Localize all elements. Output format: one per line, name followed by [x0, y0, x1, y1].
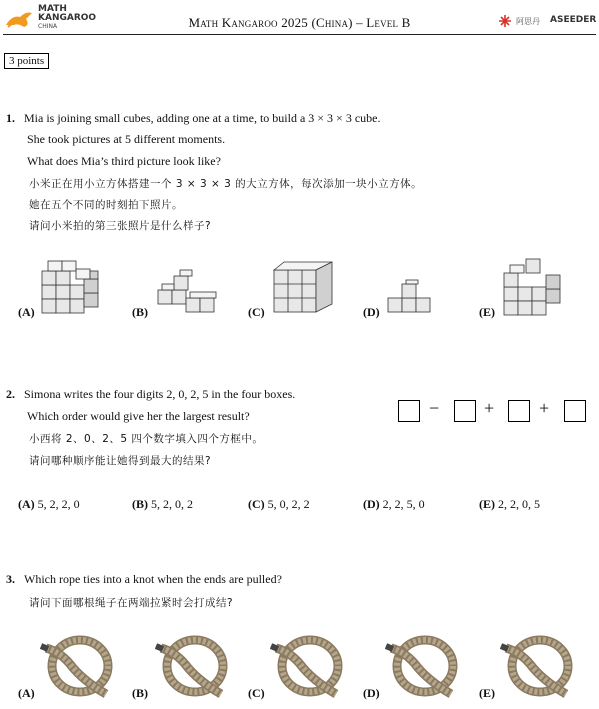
q1-option-a[interactable]: (A): [18, 305, 35, 319]
q1-line2: She took pictures at 5 different moments.: [27, 132, 226, 146]
q2-option-e[interactable]: (E) 2, 2, 0, 5: [479, 497, 540, 511]
q1-cn3: 请问小米拍的第三张照片是什么样子?: [29, 220, 212, 232]
q2-option-c[interactable]: (C) 5, 0, 2, 2: [248, 497, 310, 511]
header-rule: [3, 34, 596, 35]
q3-option-d[interactable]: (D): [363, 686, 380, 700]
partner-name: ASEEDER: [550, 15, 597, 25]
q2-option-b[interactable]: (B) 5, 2, 0, 2: [132, 497, 193, 511]
logo-line2: KANGAROO: [38, 13, 97, 23]
q1-figure-a: [38, 255, 108, 319]
q3-rope-d: [385, 630, 469, 702]
aseeder-logo: [498, 14, 598, 30]
q1-option-c[interactable]: (C): [248, 305, 265, 319]
q3-option-c[interactable]: (C): [248, 686, 265, 700]
digit-box-3: [508, 400, 530, 422]
partner-cn: 阿思丹: [516, 17, 540, 26]
q2-cn2: 请问哪种顺序能让她得到最大的结果?: [29, 455, 212, 467]
logo-line1: MATH: [38, 4, 67, 14]
digit-box-4: [564, 400, 586, 422]
q2-line1: Simona writes the four digits 2, 0, 2, 5 in the four boxes.: [24, 387, 296, 401]
q3-option-a[interactable]: (A): [18, 686, 35, 700]
aseeder-star-icon: [498, 14, 512, 28]
q1-line1: Mia is joining small cubes, adding one at a time, to build a 3 × 3 × 3 cube.: [24, 111, 381, 125]
points-badge: 3 points: [4, 53, 49, 69]
q1-figure-c: [270, 258, 338, 318]
q3-number: 3.: [6, 572, 15, 586]
digit-box-1: [398, 400, 420, 422]
q2-option-a[interactable]: (A) 5, 2, 2, 0: [18, 497, 80, 511]
plus-sign-1: +: [484, 398, 495, 418]
q1-figure-e: [500, 255, 566, 319]
q1-cn1: 小米正在用小立方体搭建一个 3 × 3 × 3 的大立方体，每次添加一块小立方体。: [29, 178, 423, 190]
q1-cn2: 她在五个不同的时刻拍下照片。: [29, 199, 183, 211]
q1-option-d[interactable]: (D): [363, 305, 380, 319]
q3-option-b[interactable]: (B): [132, 686, 148, 700]
q2-number: 2.: [6, 387, 15, 401]
q2-option-d[interactable]: (D) 2, 2, 5, 0: [363, 497, 425, 511]
q2-line2: Which order would give her the largest result?: [27, 409, 250, 423]
minus-sign: −: [429, 398, 440, 418]
plus-sign-2: +: [539, 398, 550, 418]
digit-box-2: [454, 400, 476, 422]
q3-rope-a: [40, 630, 124, 702]
q1-line3: What does Mia’s third picture look like?: [27, 154, 221, 168]
q3-option-e[interactable]: (E): [479, 686, 495, 700]
q3-rope-e: [500, 630, 584, 702]
q2-expression: [398, 398, 593, 424]
q1-option-b[interactable]: (B): [132, 305, 148, 319]
q2-cn1: 小西将 2、0、2、5 四个数字填入四个方框中。: [29, 433, 264, 445]
q1-figure-b: [154, 268, 224, 318]
logo-line3: CHINA: [38, 23, 58, 30]
q1-number: 1.: [6, 111, 15, 125]
q3-line1: Which rope ties into a knot when the ends are pulled?: [24, 572, 282, 586]
q1-option-e[interactable]: (E): [479, 305, 495, 319]
q3-cn1: 请问下面哪根绳子在两端拉紧时会打成结?: [29, 597, 234, 609]
q3-rope-b: [155, 630, 239, 702]
q1-figure-d: [386, 278, 436, 318]
q3-rope-c: [270, 630, 354, 702]
page-title: Math Kangaroo 2025 (China) – Level B: [188, 15, 411, 30]
